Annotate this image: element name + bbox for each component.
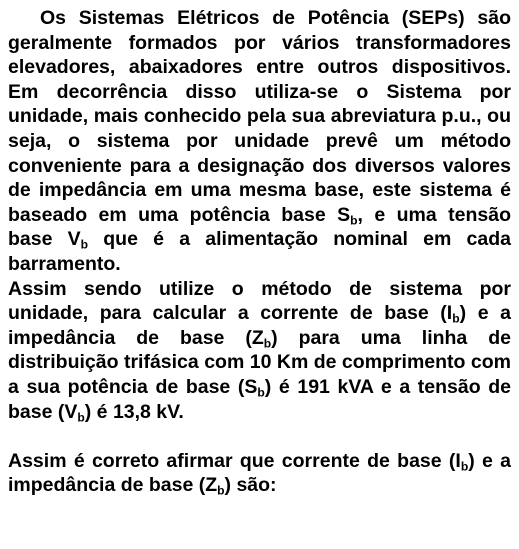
problem-text: ) para uma linha de distribuição trifásica com 10 Km de comprimento com a sua potência de base (S bbox=[8, 326, 511, 398]
context-text: , e uma tensão base V bbox=[8, 203, 511, 251]
question-paragraph bbox=[8, 449, 511, 498]
subscript-b: b bbox=[217, 483, 225, 498]
problem-text: ) e a impedância de base (Z bbox=[8, 302, 511, 349]
question-text: ) são: bbox=[224, 474, 277, 497]
context-paragraph bbox=[8, 6, 511, 277]
context-text: que é a alimentação nominal em cada barramento. bbox=[8, 228, 511, 275]
problem-text: Assim sendo utilize o método de sistema por unidade, para calcular a corrente de base (I bbox=[8, 277, 511, 325]
subscript-b: b bbox=[460, 459, 469, 474]
subscript-b: b bbox=[452, 311, 460, 326]
context-text: Os Sistemas Elétricos de Potência (SEPs) são geralmente formados por vários transformadores elevadores, abaixadores entre outros dispositivos. Em decorrência disso utiliza-se o Sistema por unidade, mais conhecido pela sua abreviatura p.u., ou seja, o sistema por unidade prevê um método conveniente para a designação dos diversos valores de impedância em uma mesma base, este sistema é baseado em uma potência base S bbox=[8, 7, 511, 226]
subscript-b: b bbox=[80, 237, 89, 252]
subscript-b: b bbox=[263, 336, 272, 351]
problem-text: ) é 13,8 kV. bbox=[84, 400, 184, 423]
question-text: ) e a impedância de base (Z bbox=[8, 449, 511, 497]
paragraph-gap bbox=[8, 424, 511, 449]
subscript-b: b bbox=[350, 213, 358, 228]
problem-text: ) é 191 kVA e a tensão de base (V bbox=[8, 375, 511, 423]
problem-paragraph bbox=[8, 277, 511, 425]
subscript-b: b bbox=[77, 409, 85, 424]
subscript-b: b bbox=[257, 385, 265, 400]
question-text: Assim é correto afirmar que corrente de base (I bbox=[8, 449, 461, 472]
